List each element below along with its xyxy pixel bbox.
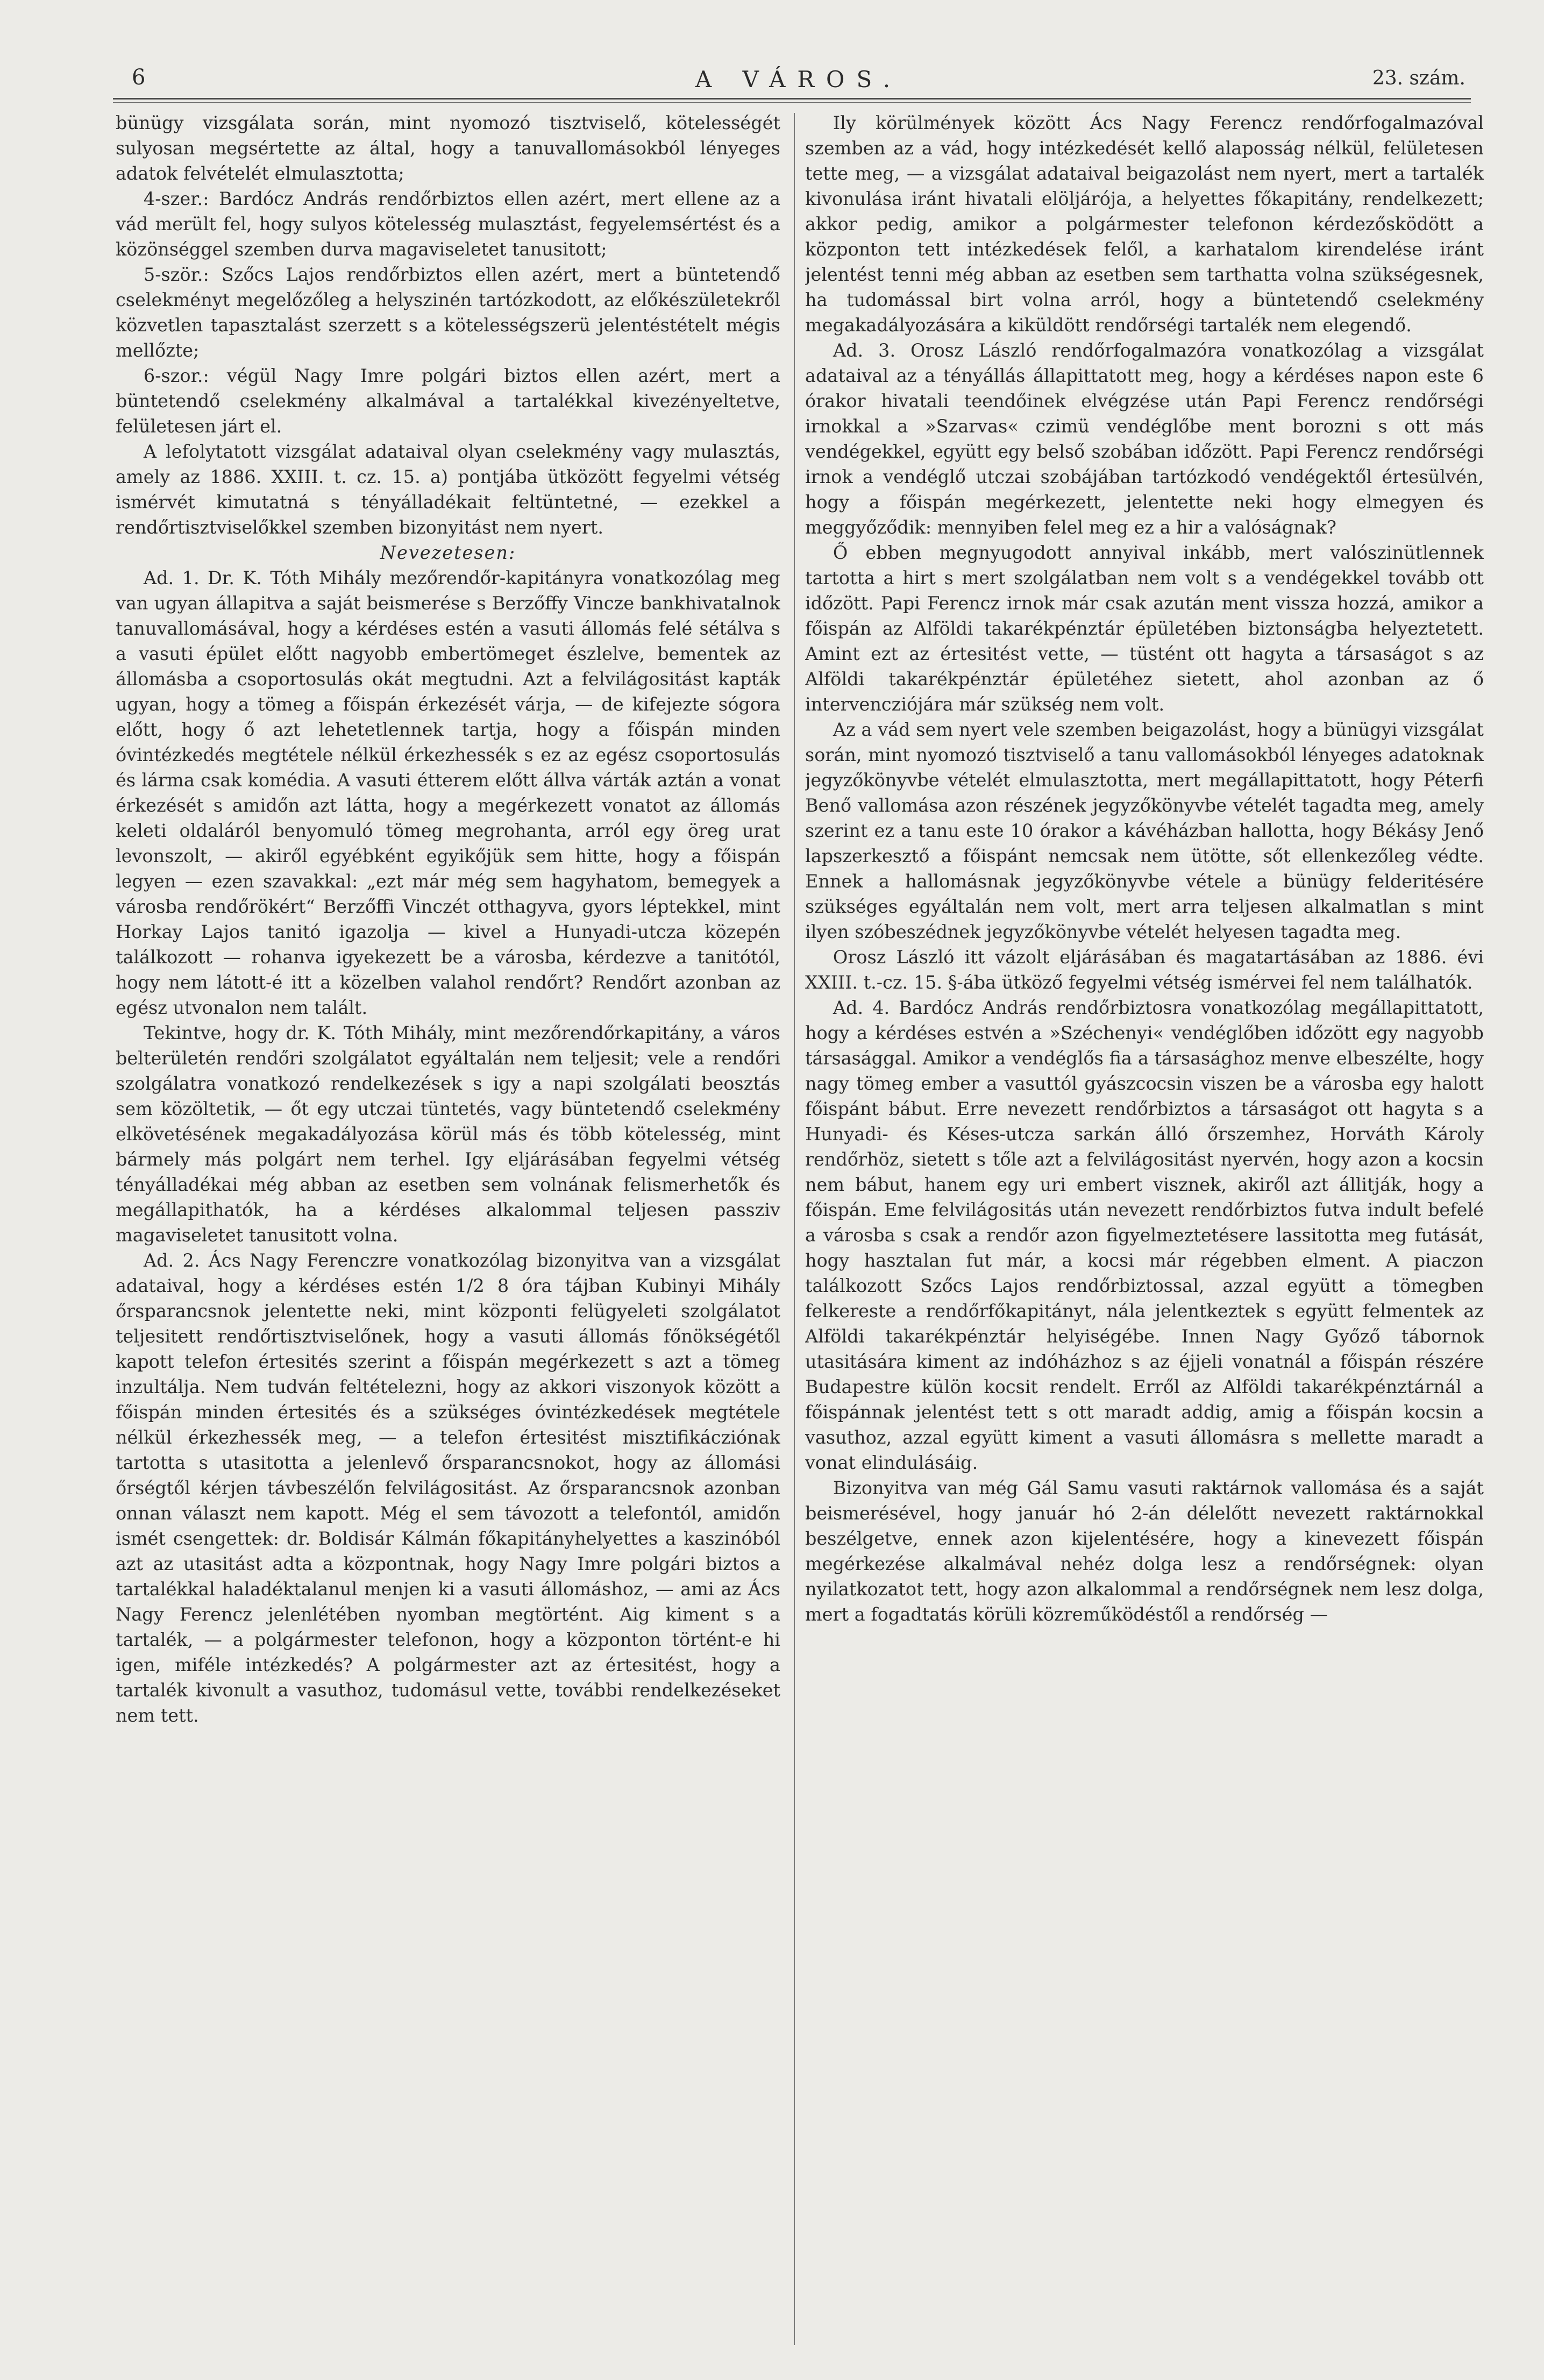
paragraph: Bizonyitva van még Gál Samu vasuti raktárnok vallomása és a saját beismerésével, hogy január hó 2-án délelőtt nevezett raktárnokkal beszélgetve, ennek azon kijelentésére, hogy a kinevezett főispán megérkezése alkalmával nehéz dolga lesz a rendőrségnek: olyan nyilatkozatot tett, hogy azon alkalommal a rendőrségnek nem lesz dolga, mert a fogadtatás körüli közreműködéstől a rendőrség — bbox=[805, 1477, 1484, 1625]
paragraph: Ad. 3. Orosz László rendőrfogalmazóra vonatkozólag a vizsgálat adataival az a tényállás állapittatott meg, hogy a kérdéses napon este 6 órakor hivatali teendőinek elvégzése után Papi Ferencz rendőrségi irnokkal a »Szarvas« czimü vendéglőbe ment borozni s ott más vendégekkel, együtt egy belső szobában időzött. Papi Ferencz rendőrségi irnok a vendéglő utczai szobájában tartózkodó vendégektől értesülvén, hogy a főispán megérkezett, jelentette neki hogy elmegyen és meggyőződik: mennyiben felel meg ez a hir a valóságnak? bbox=[805, 340, 1484, 538]
paragraph: bünügy vizsgálata során, mint nyomozó tisztviselő, kötelességét sulyosan megsértette az által, hogy a tanuvallomásokból lényeges adatok felvételét elmulasztotta; bbox=[116, 112, 780, 184]
paragraph: Az a vád sem nyert vele szemben beigazolást, hogy a bünügyi vizsgálat során, mint nyomozó tisztviselő a tanu vallomásokból lényeges adatoknak jegyzőkönyvbe vételét elmulasztotta, mert megállapittatott, hogy Péterfi Benő vallomása azon részének jegyzőkönyvbe vételét tagadta meg, amely szerint ez a tanu este 10 órakor a kávéházban hallotta, hogy Békásy Jenő lapszerkesztő a főispánt nemcsak nem ütötte, sőt ellenkezőleg védte. Ennek a hallomásnak jegyzőkönyvbe vétele a bünügy felderitésére szükséges egyáltalán nem volt, mert arra teljesen alkalmatlan s mint ilyen szóbeszédnek jegyzőkönyvbe vételét helyesen tagadta meg. bbox=[805, 719, 1484, 942]
section-subheading: Nevezetesen: bbox=[380, 542, 516, 563]
paragraph: 4-szer.: Bardócz András rendőrbiztos ellen azért, mert ellene az a vád merült fel, hogy sulyos kötelesség mulasztást, fegyelemsértést és a közönséggel szemben durva magaviseletet tanusitott; bbox=[116, 188, 780, 260]
paragraph: Ad. 2. Ács Nagy Ferenczre vonatkozólag bizonyitva van a vizsgálat adataival, hogy a kérdéses estén 1/2 8 óra tájban Kubinyi Mihály őrsparancsnok jelentette neki, mint központi felügyeleti szolgálatot teljesitett rendőrtisztviselőnek, hogy a vasuti állomás főnökségétől kapott telefon értesités szerint a főispán megérkezett s azt a tömeg inzultálja. Nem tudván feltételezni, hogy az akkori viszonyok között a főispán minden értesités és a szükséges óvintézkedések megtétele nélkül érkezhessék meg, — a telefon értesitést misztifikácziónak tartotta s utasitotta a jelenlevő őrsparancsnokot, hogy az állomási őrségtől kérjen távbeszélőn felvilágositást. Az őrsparancsnok azonban onnan választ nem kapott. Még el sem távozott a telefontól, amidőn ismét csengettek: dr. Boldisár Kálmán főkapitányhelyettes a kaszinóból azt az utasitást adta a központnak, hogy Nagy Imre polgári biztos a tartalékkal haladéktalanul menjen ki a vasuti állomáshoz, — ami az Ács Nagy Ferencz jelenlétében nyomban megtörtént. Aig kiment s a tartalék, — a polgármester telefonon, hogy a központon történt-e hi igen, miféle intézkedés? A polgármester azt az értesitést, hogy a tartalék kivonult a vasuthoz, tudomásul vette, további rendelkezéseket nem tett. bbox=[116, 1250, 780, 1726]
column-divider bbox=[794, 113, 795, 2345]
right-column bbox=[805, 110, 1484, 2342]
page-number: 6 bbox=[132, 65, 146, 90]
paragraph: Ő ebben megnyugodott annyival inkább, mert valószinütlennek tartotta a hirt s mert szolgálatban nem volt s a vendégekkel tovább ott időzött. Papi Ferencz irnok már csak azután ment vissza hozzá, amikor a főispán az Alföldi takarékpénztár épületében biztonságba helyeztetett. Amint ezt az értesitést vette, — tüstént ott hagyta a társaságot s az Alföldi takarékpénztár épületéhez sietett, ahol azonban az ő intervencziójára már szükség nem volt. bbox=[805, 542, 1484, 715]
paragraph: Tekintve, hogy dr. K. Tóth Mihály, mint mezőrendőrkapitány, a város belterületén rendőri szolgálatot egyáltalán nem teljesit; vele a rendőri szolgálatra vonatkozó rendelkezések s igy a napi szolgálati beosztás sem közöltetik, — őt egy utczai tüntetés, vagy büntetendő cselekmény elkövetésének megakadályozása körül más és több kötelesség, mint bármely más polgárt nem terhel. Igy eljárásában fegyelmi vétség tényálladékai még abban az esetben sem volnának felismerhetők és megállapithatók, ha a kérdéses alkalommal teljesen passziv magaviseletet tanusitott volna. bbox=[116, 1022, 780, 1246]
paragraph: 5-ször.: Szőcs Lajos rendőrbiztos ellen azért, mert a büntetendő cselekményt megelőzőleg a helyszinén tartózkodott, az előkészületekről közvetlen tapasztalást szerzett s a kötelességszerü jelentéstételt mégis mellőzte; bbox=[116, 264, 780, 361]
header-rule bbox=[113, 98, 1471, 103]
paragraph: Ad. 1. Dr. K. Tóth Mihály mezőrendőr-kapitányra vonatkozólag meg van ugyan állapitva a saját beismerése s Berzőffy Vincze bankhivatalnok tanuvallomásával, hogy a kérdéses estén a vasuti állomás felé sétálva s a vasuti épület előtt nagyobb embertömeget észlelve, bementek az állomásba a csoportosulás okát megtudni. Azt a felvilágositást kapták ugyan, hogy a tömeg a főispán érkezését várja, — de kifejezte sógora előtt, hogy ő azt lehetetlennek tartja, hogy a főispán minden óvintézkedés megtétele nélkül érkezhessék s ez az egész csoportosulás és lárma csak komédia. A vasuti étterem előtt állva várták aztán a vonat érkezését s amidőn azt látta, hogy a megérkezett vonatot az állomás keleti oldaláról benyomuló tömeg megrohanta, arról egy öreg urat levonszolt, — akiről egyébként egyikőjük sem hitte, hogy a főispán legyen — ezen szavakkal: „ezt már még sem hagyhatom, bemegyek a városba rendőrökért“ Berzőffi Vinczét otthagyva, gyors léptekkel, mint Horkay Lajos tanitó igazolja — kivel a Hunyadi-utcza közepén találkozott — rohanva igyekezett be a városba, kérdezve a tanitótól, hogy nem látott-é itt a közelben valahol rendőrt? Rendőrt azonban az egész utvonalon nem talált. bbox=[116, 567, 780, 1018]
page-header bbox=[129, 56, 1468, 97]
issue-number: 23. szám. bbox=[1372, 67, 1465, 89]
paragraph: Ad. 4. Bardócz András rendőrbiztosra vonatkozólag megállapittatott, hogy a kérdéses estvén a »Széchenyi« vendéglőben időzött egy nagyobb társasággal. Amikor a vendéglős fia a társasághoz menve elbeszélte, hogy nagy tömeg ember a vasuttól gyászcocsin viszen be a városba egy halott főispánt bábut. Erre nevezett rendőrbiztos a társaságot ott hagyta s a Hunyadi- és Késes-utcza sarkán álló őrszemhez, Horváth Károly rendőrhöz, sietett s tőle azt a felvilágositást nyervén, hogy azon a kocsin nem bábut, hanem egy uri embert visznek, akiről azt állitják, hogy a főispán. Eme felvilágositás után nevezett rendőrbiztos futva indult befelé a városba s csak a rendőr azon figyelmeztetésere lassitotta meg futását, hogy hasztalan fut már, a kocsi már régebben elment. A piaczon találkozott Szőcs Lajos rendőrbiztossal, azzal együtt a tömegben felkereste a rendőrfőkapitányt, nála jelentkeztek s együtt felmentek az Alföldi takarékpénztár helyiségébe. Innen Nagy Győző tábornok utasitására kiment az indóházhoz s az éjjeli vonatnál a főispán részére Budapestre külön kocsit rendelt. Erről az Alföldi takarékpénztárnál a főispánnak jelentést tett s ott maradt addig, amig a főispán kocsin a vasuthoz, azzal együtt kiment a vasuti állomásra s mellette maradt a vonat elindulásáig. bbox=[805, 997, 1484, 1473]
paragraph: A lefolytatott vizsgálat adataival olyan cselekmény vagy mulasztás, amely az 1886. XXIII. t. cz. 15. a) pontjába ütközött fegyelmi vétség ismérvét kimutatná s tényálladékait feltüntetné, — ezekkel a rendőrtisztviselőkkel szemben bizonyitást nem nyert. bbox=[116, 441, 780, 538]
paragraph: 6-szor.: végül Nagy Imre polgári biztos ellen azért, mert a büntetendő cselekmény alkalmával a tartalékkal kivezényeltetve, felületesen járt el. bbox=[116, 365, 780, 437]
left-column bbox=[116, 110, 780, 2342]
paragraph: Ily körülmények között Ács Nagy Ferencz rendőrfogalmazóval szemben az a vád, hogy intézkedését kellő alaposság nélkül, felületesen tette meg, — a vizsgálat adataival beigazolást nem nyert, mert a tartalék kivonulása iránt hivatali elöljárója, a helyettes főkapitány, rendelkezett; akkor pedig, amikor a polgármester telefonon kérdezősködött a központon tett intézkedések felől, a karhatalom kirendelése iránt jelentést tenni még abban az esetben sem tarthatta volna szükségesnek, ha tudomással birt volna arról, hogy a büntetendő cselekmény megakadályozására a kiküldött rendőrségi tartalék nem elegendő. bbox=[805, 112, 1484, 336]
journal-title: A VÁROS. bbox=[695, 66, 902, 93]
paragraph: Orosz László itt vázolt eljárásában és magatartásában az 1886. évi XXIII. t.-cz. 15. §-ába ütköző fegyelmi vétség ismérvei fel nem találhatók. bbox=[805, 947, 1484, 993]
